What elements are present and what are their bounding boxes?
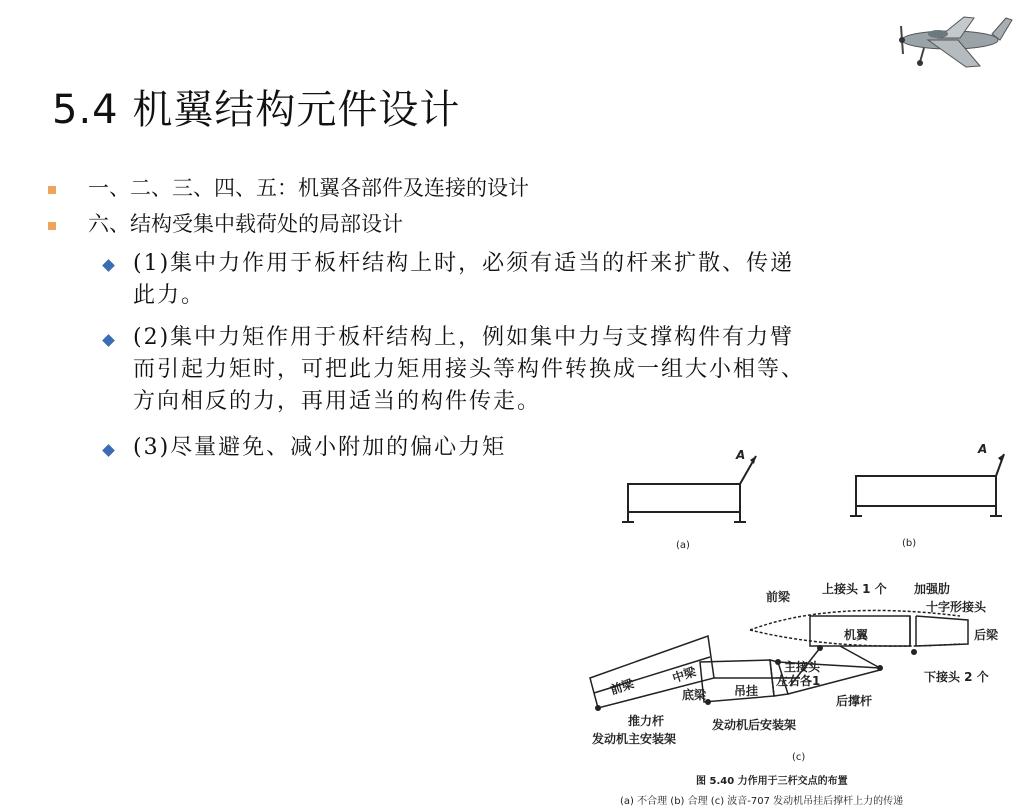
label-left-right: 左右各1: [776, 674, 821, 688]
figure-caption: 图 5.40 力作用于三杆交点的布置: [696, 776, 848, 787]
sub-bullet-item: [133, 322, 923, 418]
text-line: 而引起力矩时，可把此力矩用接头等构件转换成一组大小相等、: [133, 357, 806, 382]
square-bullet-icon: [48, 222, 56, 230]
bullet-item: 一、二、三、四、五：机翼各部件及连接的设计: [88, 176, 529, 200]
label-front-spar: 前梁: [766, 590, 791, 604]
subcaption-a: (a): [676, 540, 690, 551]
subcaption-b: (b): [902, 538, 917, 549]
text-line: (3)尽量避免、减小附加的偏心力矩: [133, 435, 507, 460]
text-line: (2)集中力矩作用于板杆结构上，例如集中力与支撑构件有力臂: [133, 325, 795, 350]
figure-subcaption: (a) 不合理 (b) 合理 (c) 波音-707 发动机吊挂后撑杆上力的传递: [620, 796, 904, 807]
label-cross-joint: 十字形接头: [926, 600, 987, 614]
label-upper-joint: 上接头 1 个: [822, 582, 887, 596]
text-line: 方向相反的力，再用适当的构件传走。: [133, 389, 542, 414]
diamond-bullet-icon: [102, 334, 115, 347]
subcaption-c: (c): [792, 752, 806, 763]
slide-title: 5.4 机翼结构元件设计: [52, 87, 461, 133]
diamond-bullet-icon: [102, 259, 115, 272]
label-front-beam: 前梁: [608, 676, 636, 698]
label-stiff-rib: 加强肋: [914, 582, 951, 596]
label-engine-rear-mount: 发动机后安装架: [712, 718, 797, 732]
label-main-joint: 主接头: [784, 660, 821, 674]
bullet-item: 六、结构受集中载荷处的局部设计: [88, 212, 403, 236]
force-label-b: A: [978, 442, 988, 456]
label-rear-strut: 后撑杆: [836, 694, 873, 708]
label-engine-main-mount: 发动机主安装架: [592, 732, 677, 746]
label-mid-beam: 中梁: [670, 664, 698, 686]
label-wing: 机翼: [844, 628, 869, 642]
label-rear-spar: 后梁: [974, 628, 999, 642]
figure-5-40: [580, 440, 1020, 808]
label-lower-joint: 下接头 2 个: [924, 670, 989, 684]
sub-bullet-item: [133, 248, 923, 312]
airplane-icon: [888, 10, 1018, 72]
square-bullet-icon: [48, 186, 56, 194]
label-push-rod: 推力杆: [628, 714, 665, 728]
diamond-bullet-icon: [102, 444, 115, 457]
label-bottom-beam: 底梁: [682, 688, 707, 702]
text-line: (1)集中力作用于板杆结构上时，必须有适当的杆来扩散、传递: [133, 251, 795, 276]
force-label-a: A: [736, 448, 746, 462]
text-line: 此力。: [133, 283, 206, 308]
label-hanger: 吊挂: [734, 684, 759, 698]
